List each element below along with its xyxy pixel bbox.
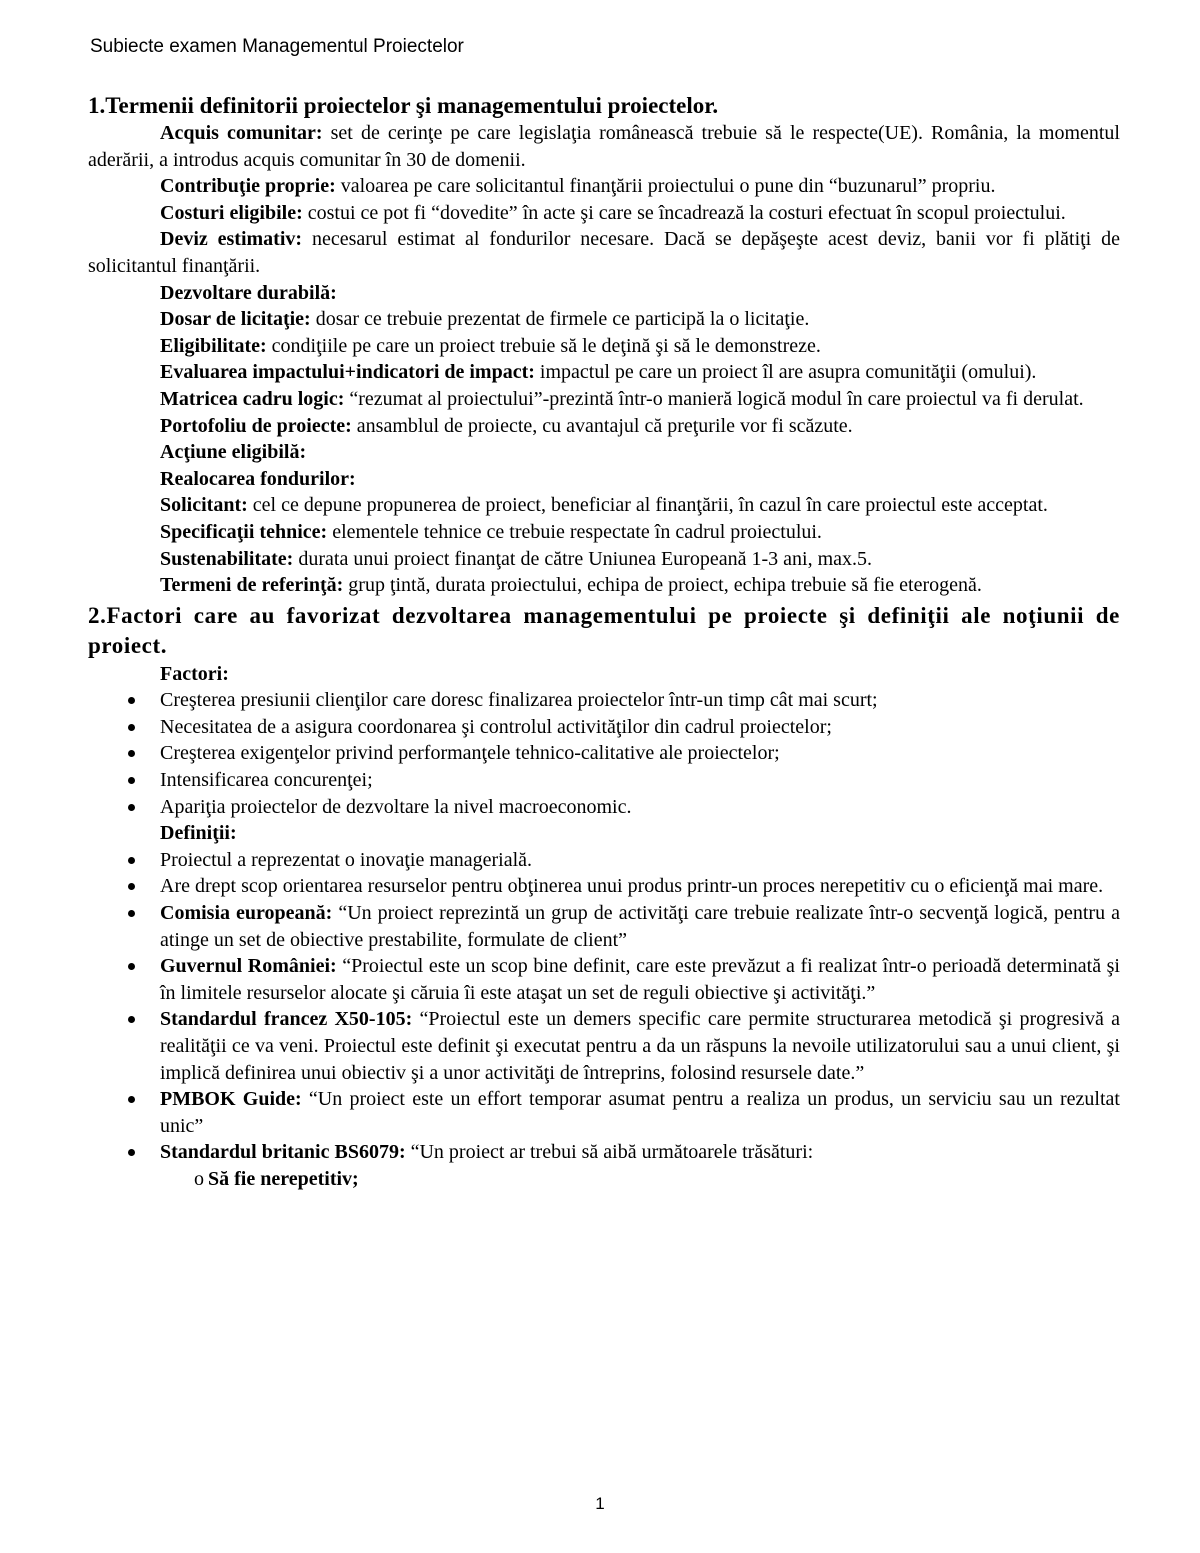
term-definition xyxy=(88,120,1120,173)
term-definition xyxy=(88,546,1120,573)
page-header: Subiecte examen Managementul Proiectelor xyxy=(90,36,464,57)
term-text: condiţiile pe care un proiect trebuie să le deţină şi să le demonstreze. xyxy=(266,334,821,357)
circle-bullet-icon: o xyxy=(194,1167,204,1190)
term-text: costui ce pot fi “dovedite” în acte şi care se încadrează la costuri efectuat în scopul proiectului. xyxy=(302,201,1066,224)
term-text: necesarul estimat al fondurilor necesare. Dacă se depăşeşte acest deviz, banii vor fi plătiţi de solicitantul finanţării. xyxy=(88,228,1120,277)
term-text: impactul pe care un proiect îl are asupra comunităţii (omului). xyxy=(534,361,1037,384)
term-name: Sustenabilitate: xyxy=(160,547,294,570)
definition-text: “Un proiect ar trebui să aibă următoarele trăsături: xyxy=(405,1141,814,1164)
definition-text: “Proiectul este un demers specific care permite structurarea metodică şi progresivă a realităţii ce va veni. Proiectul este definit şi executat pentru a da un răspuns la nevoile utilizatorului sau a unui client, şi implică definirea unui obiectiv şi a unor activităţi de întreprins, folosind resursele date.” xyxy=(160,1008,1121,1084)
term-name: Solicitant: xyxy=(160,494,248,517)
term-name: Acquis comunitar: xyxy=(160,122,323,144)
definition-text: Are drept scop orientarea resurselor pentru obţinerea unui produs printr-un proces nerepetitiv cu o eficienţă mai mare. xyxy=(160,875,1104,898)
bullet-icon xyxy=(128,1149,135,1156)
document-body xyxy=(88,92,1120,1193)
factor-text: Creşterea presiunii clienţilor care doresc finalizarea proiectelor într-un timp cât mai scurt; xyxy=(160,689,878,712)
list-item xyxy=(88,1006,1120,1086)
list-item xyxy=(88,847,1120,874)
factor-text: Necesitatea de a asigura coordonarea şi controlul activităţilor din cadrul proiectelor; xyxy=(160,715,832,738)
term-name: Costuri eligibile: xyxy=(160,201,303,224)
term-text: dosar ce trebuie prezentat de firmele ce participă la o licitaţie. xyxy=(310,308,810,331)
factor-text: Intensificarea concurenţei; xyxy=(160,769,373,792)
definition-text: “Proiectul este un scop bine definit, care este prevăzut a fi realizat într-o perioadă determinată şi în limitele resurselor alocate şi căruia îi este ataşat un set de reguli obiective şi activităţi.” xyxy=(160,955,1120,1004)
term-definition xyxy=(88,466,1120,493)
bullet-icon xyxy=(128,963,135,970)
bullet-icon xyxy=(128,857,135,864)
term-name: Termeni de referinţă: xyxy=(160,574,344,597)
term-text: set de cerinţe pe care legislaţia românească trebuie să le respecte(UE). România, la momentul aderării, a introdus acquis comunitar în 30 de domenii. xyxy=(88,122,1120,171)
list-item xyxy=(88,873,1120,900)
term-definition xyxy=(88,386,1120,413)
list-item xyxy=(88,687,1120,714)
term-text: “rezumat al proiectului”-prezintă într-o manieră logică modul în care proiectul va fi derulat. xyxy=(344,387,1084,410)
term-name: Matricea cadru logic: xyxy=(160,387,345,410)
term-text: grup ţintă, durata proiectului, echipa de proiect, echipa trebuie să fie eterogenă. xyxy=(343,574,982,597)
term-text: cel ce depune propunerea de proiect, beneficiar al finanţării, în cazul în care proiectul este acceptat. xyxy=(247,494,1048,517)
section-2-title: 2.Factori care au favorizat dezvoltarea managementului pe proiecte şi definiţii ale noţiunii de proiect. xyxy=(88,602,1120,658)
sub-items-list xyxy=(88,1166,1120,1193)
term-definition xyxy=(88,519,1120,546)
term-text: valoarea pe care solicitantul finanţării proiectului o pune din “buzunarul” propriu. xyxy=(335,175,996,198)
factor-text: Apariţia proiectelor de dezvoltare la nivel macroeconomic. xyxy=(160,795,632,818)
bullet-icon xyxy=(128,697,135,704)
factors-list xyxy=(88,687,1120,820)
bullet-icon xyxy=(128,1016,135,1023)
term-text: elementele tehnice ce trebuie respectate în cadrul proiectului. xyxy=(327,520,822,543)
bullet-icon xyxy=(128,724,135,731)
sub-list-item xyxy=(88,1166,1120,1193)
bullet-icon xyxy=(128,804,135,811)
term-definition xyxy=(88,492,1120,519)
term-name: Eligibilitate: xyxy=(160,334,267,357)
bullet-icon xyxy=(128,777,135,784)
list-item xyxy=(88,1086,1120,1139)
definition-text: Proiectul a reprezentat o inovaţie managerială. xyxy=(160,848,533,871)
term-definition xyxy=(88,280,1120,307)
term-text: ansamblul de proiecte, cu avantajul că preţurile vor fi scăzute. xyxy=(351,414,853,437)
list-item xyxy=(88,1139,1120,1166)
definition-source: Guvernul României: xyxy=(160,955,337,978)
term-name: Evaluarea impactului+indicatori de impact: xyxy=(160,361,535,384)
bullet-icon xyxy=(128,883,135,890)
page-number: 1 xyxy=(595,1494,605,1513)
term-definition xyxy=(88,439,1120,466)
term-name: Contribuţie proprie: xyxy=(160,175,336,198)
definition-source: Comisia europeană: xyxy=(160,902,333,925)
term-definition xyxy=(88,306,1120,333)
definition-source: Standardul francez X50-105: xyxy=(160,1008,413,1031)
term-definition xyxy=(88,333,1120,360)
definition-source: Standardul britanic BS6079: xyxy=(160,1141,406,1164)
term-name: Acţiune eligibilă: xyxy=(160,441,307,464)
term-definition xyxy=(88,173,1120,200)
list-item xyxy=(88,953,1120,1006)
term-text: durata unui proiect finanţat de către Uniunea Europeană 1-3 ani, max.5. xyxy=(293,547,872,570)
definitions-list xyxy=(88,847,1120,1166)
list-item xyxy=(88,794,1120,821)
term-name: Realocarea fondurilor: xyxy=(160,467,356,490)
bullet-icon xyxy=(128,1096,135,1103)
term-definition xyxy=(88,413,1120,440)
sub-item-text: Să fie nerepetitiv; xyxy=(208,1167,359,1190)
definition-text: “Un proiect reprezintă un grup de activităţi care trebuie realizate într-o secvenţă logică, pentru a atinge un set de obiective prestabilite, formulate de client” xyxy=(160,902,1120,951)
term-name: Dezvoltare durabilă: xyxy=(160,281,337,304)
term-definition xyxy=(88,359,1120,386)
bullet-icon xyxy=(128,910,135,917)
bullet-icon xyxy=(128,750,135,757)
list-item xyxy=(88,714,1120,741)
term-definition xyxy=(88,572,1120,599)
factors-label: Factori: xyxy=(160,662,229,685)
term-name: Specificaţii tehnice: xyxy=(160,520,328,543)
definitions-label: Definiţii: xyxy=(160,822,237,845)
section-1-title: 1.Termenii definitorii proiectelor şi managementului proiectelor. xyxy=(88,93,719,118)
term-name: Deviz estimativ: xyxy=(160,228,303,251)
definition-source: PMBOK Guide: xyxy=(160,1088,302,1111)
list-item xyxy=(88,900,1120,953)
factor-text: Creşterea exigenţelor privind performanţele tehnico-calitative ale proiectelor; xyxy=(160,742,780,765)
term-name: Portofoliu de proiecte: xyxy=(160,414,352,437)
list-item xyxy=(88,767,1120,794)
term-definition xyxy=(88,226,1120,279)
definition-text: “Un proiect este un effort temporar asumat pentru a realiza un produs, un serviciu sau un rezultat unic” xyxy=(160,1088,1120,1137)
term-name: Dosar de licitaţie: xyxy=(160,308,311,331)
terms-list xyxy=(88,120,1120,599)
list-item xyxy=(88,740,1120,767)
term-definition xyxy=(88,200,1120,227)
